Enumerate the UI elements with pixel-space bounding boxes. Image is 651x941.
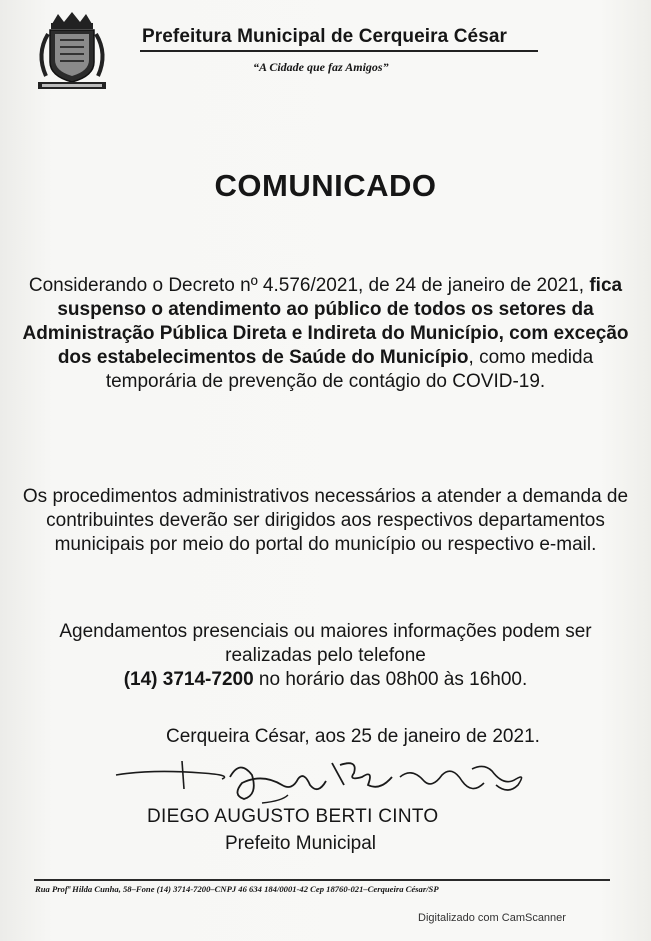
paragraph-procedures: Os procedimentos administrativos necessários a atender a demanda de contribuintes deverão ser dirigidos aos respectivos departamentos municipais por meio do portal do município ou respectivo e-mail. — [22, 486, 629, 555]
signer-role: Prefeito Municipal — [225, 833, 377, 854]
signer-name: DIEGO AUGUSTO BERTI CINTO — [147, 806, 439, 827]
paragraph-scheduling-text-1: Agendamentos presenciais ou maiores informações podem ser realizadas pelo telefone — [59, 621, 592, 666]
motto: “A Cidade que faz Amigos” — [253, 60, 389, 74]
paragraph-decree-text-1: Considerando o Decreto nº 4.576/2021, de 24 de janeiro de 2021, — [28, 275, 590, 296]
document-title: COMUNICADO — [214, 168, 437, 203]
paragraph-scheduling-text-2: no horário das 08h00 às 16h00. — [253, 669, 528, 690]
phone-number: (14) 3714-7200 — [123, 669, 254, 690]
paragraph-decree-bold: fica suspenso o atendimento ao público de todos os setores da Administração Pública Direta e Indireta do Município, com exceção dos estabelecimentos de Saúde do Município — [22, 275, 629, 368]
paragraph-decree-text-2: , como medida temporária de prevenção de contágio do COVID-19. — [105, 347, 594, 392]
scanner-watermark: Digitalizado com CamScanner — [418, 912, 566, 924]
footer-divider — [34, 879, 610, 881]
date-line: Cerqueira César, aos 25 de janeiro de 2021. — [166, 726, 540, 747]
crest-icon — [30, 10, 114, 94]
paragraph-scheduling — [18, 620, 633, 692]
footer-address: Rua Profª Hilda Cunha, 58–Fone (14) 3714-7200–CNPJ 46 634 184/0001-42 Cep 18760-021–Cerqueira César/SP — [35, 884, 439, 894]
org-name: Prefeitura Municipal de Cerqueira César — [142, 26, 508, 47]
header-divider — [140, 50, 538, 52]
paragraph-decree — [18, 274, 633, 394]
